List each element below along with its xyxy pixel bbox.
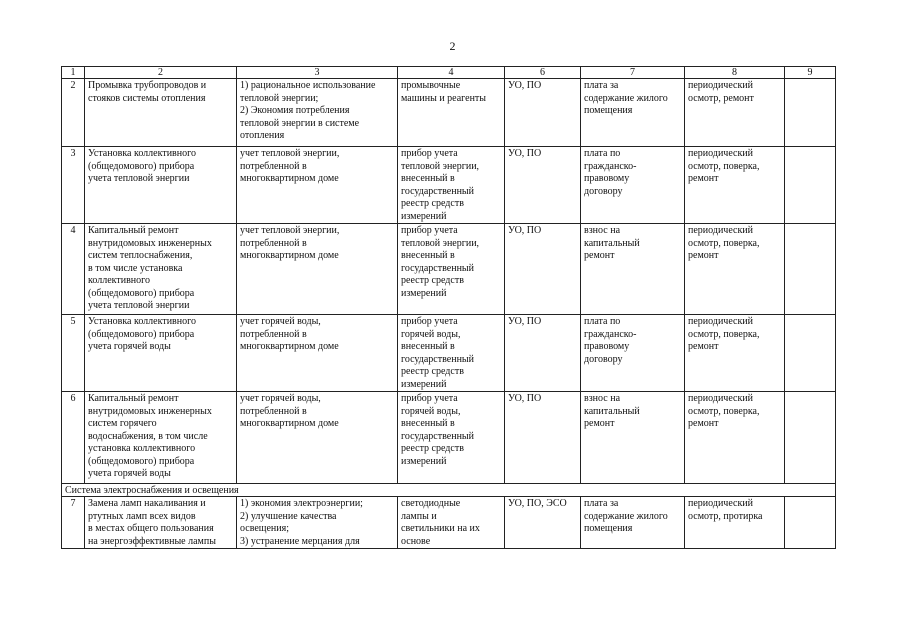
measure-executors: УО, ПО, ЭСО [505,497,581,549]
measure-purpose: учет горячей воды, потребленной в многоквартирном доме [237,315,398,392]
measure-col9 [785,392,836,484]
row-number: 2 [62,79,85,147]
measure-equipment: прибор учета тепловой энергии, внесенный в государственный реестр средств измерений [398,147,505,224]
table-row [62,79,836,147]
measure-financing: плата по гражданско- правовому договору [581,315,685,392]
measure-name: Установка коллективного (общедомового) прибора учета тепловой энергии [85,147,237,224]
measure-purpose: учет тепловой энергии, потребленной в многоквартирном доме [237,147,398,224]
header-col-9: 9 [785,67,836,79]
table-row [62,315,836,392]
measure-financing: взнос на капитальный ремонт [581,224,685,315]
measure-col9 [785,147,836,224]
table-row [62,224,836,315]
header-col-7: 7 [581,67,685,79]
row-number: 5 [62,315,85,392]
measure-col9 [785,224,836,315]
measure-control: периодический осмотр, поверка, ремонт [685,224,785,315]
header-col-8: 8 [685,67,785,79]
measure-executors: УО, ПО [505,224,581,315]
measure-control: периодический осмотр, ремонт [685,79,785,147]
measure-name: Замена ламп накаливания и ртутных ламп всех видов в местах общего пользования на энергоэффективные лампы [85,497,237,549]
measure-financing: плата за содержание жилого помещения [581,79,685,147]
measure-equipment: прибор учета горячей воды, внесенный в государственный реестр средств измерений [398,392,505,484]
measure-equipment: прибор учета горячей воды, внесенный в государственный реестр средств измерений [398,315,505,392]
table-row [62,392,836,484]
header-col-4: 4 [398,67,505,79]
measure-executors: УО, ПО [505,392,581,484]
section-row [62,484,836,497]
measure-purpose: 1) рациональное использование тепловой энергии; 2) Экономия потребления тепловой энергии в системе отопления [237,79,398,147]
measures-table [61,66,836,549]
measure-financing: взнос на капитальный ремонт [581,392,685,484]
measure-financing: плата по гражданско- правовому договору [581,147,685,224]
measure-control: периодический осмотр, поверка, ремонт [685,315,785,392]
measure-col9 [785,315,836,392]
table-row [62,147,836,224]
header-col-3: 3 [237,67,398,79]
measure-control: периодический осмотр, поверка, ремонт [685,147,785,224]
measure-financing: плата за содержание жилого помещения [581,497,685,549]
measure-purpose: учет горячей воды, потребленной в многоквартирном доме [237,392,398,484]
measure-control: периодический осмотр, поверка, ремонт [685,392,785,484]
measure-executors: УО, ПО [505,79,581,147]
header-col-1: 1 [62,67,85,79]
measure-name: Промывка трубопроводов и стояков системы отопления [85,79,237,147]
measure-purpose: учет тепловой энергии, потребленной в многоквартирном доме [237,224,398,315]
measure-name: Установка коллективного (общедомового) прибора учета горячей воды [85,315,237,392]
row-number: 7 [62,497,85,549]
measure-name: Капитальный ремонт внутридомовых инженерных систем теплоснабжения, в том числе установка коллективного (общедомового) прибора учета тепловой энергии [85,224,237,315]
measure-equipment: светодиодные лампы и светильники на их основе [398,497,505,549]
header-row [62,67,836,79]
measure-purpose: 1) экономия электроэнергии; 2) улучшение качества освещения; 3) устранение мерцания для [237,497,398,549]
row-number: 6 [62,392,85,484]
measure-col9 [785,497,836,549]
measure-equipment: прибор учета тепловой энергии, внесенный в государственный реестр средств измерений [398,224,505,315]
page-number: 2 [449,39,456,53]
measure-col9 [785,79,836,147]
measure-executors: УО, ПО [505,315,581,392]
header-col-6: 6 [505,67,581,79]
measure-executors: УО, ПО [505,147,581,224]
section-heading: Система электроснабжения и освещения [62,484,836,497]
row-number: 4 [62,224,85,315]
table-row [62,497,836,549]
measure-name: Капитальный ремонт внутридомовых инженерных систем горячего водоснабжения, в том числе установка коллективного (общедомового) прибора учета горячей воды [85,392,237,484]
header-col-2: 2 [85,67,237,79]
row-number: 3 [62,147,85,224]
measure-equipment: промывочные машины и реагенты [398,79,505,147]
measure-control: периодический осмотр, протирка [685,497,785,549]
